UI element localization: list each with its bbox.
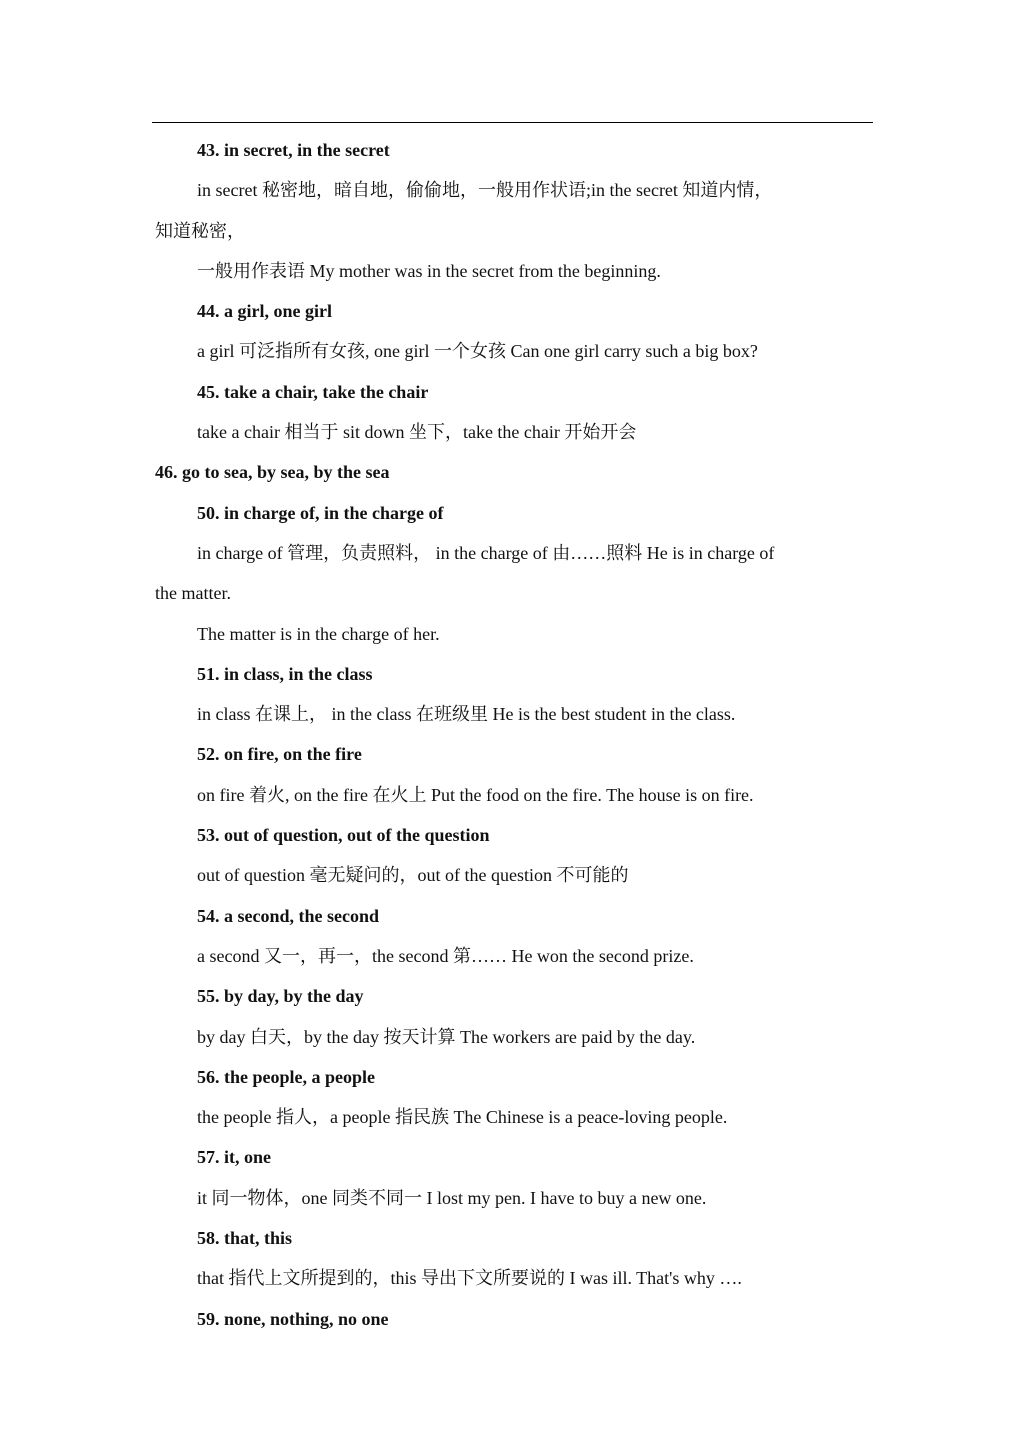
entry-text: 一般用作表语 My mother was in the secret from the beginning.	[197, 260, 661, 281]
entry-heading: 45. take a chair, take the chair	[197, 381, 429, 402]
entry-text: the people 指人，a people 指民族 The Chinese is a peace-loving people.	[197, 1107, 728, 1128]
entry-heading: 46. go to sea, by sea, by the sea	[155, 462, 390, 483]
entry-heading: 52. on fire, on the fire	[197, 744, 362, 765]
entry-heading: 50. in charge of, in the charge of	[197, 502, 444, 523]
entry-heading: 57. it, one	[197, 1147, 271, 1168]
entry-text: a second 又一，再一，the second 第…… He won the second prize.	[197, 945, 694, 966]
entry-heading: 58. that, this	[197, 1228, 293, 1249]
entry-text: in class 在课上， in the class 在班级里 He is the best student in the class.	[197, 704, 736, 725]
entry-heading: 51. in class, in the class	[197, 663, 373, 684]
entry-text: it 同一物体，one 同类不同一 I lost my pen. I have to buy a new one.	[197, 1187, 707, 1208]
entry-heading: 59. none, nothing, no one	[197, 1308, 389, 1329]
entry-text: The matter is in the charge of her.	[197, 623, 440, 644]
header-rule	[152, 122, 873, 123]
entry-heading: 54. a second, the second	[197, 905, 380, 926]
entry-text: on fire 着火, on the fire 在火上 Put the food on the fire. The house is on fire.	[197, 784, 754, 805]
entry-heading: 43. in secret, in the secret	[197, 140, 390, 160]
entry-heading: 53. out of question, out of the question	[197, 825, 490, 846]
entry-heading: 56. the people, a people	[197, 1066, 375, 1087]
entry-text: out of question 毫无疑问的，out of the question 不可能的	[197, 865, 629, 886]
entry-text: that 指代上文所提到的，this 导出下文所要说的 I was ill. That's why ….	[197, 1268, 742, 1289]
entry-text: the matter.	[155, 583, 231, 604]
entry-text: in charge of 管理，负责照料， in the charge of 由……照料 He is in charge of	[197, 542, 775, 563]
entry-text: take a chair 相当于 sit down 坐下，take the chair 开始开会	[197, 422, 637, 443]
entry-text: 知道秘密，	[155, 220, 245, 241]
document-body	[155, 130, 873, 1339]
entry-heading: 44. a girl, one girl	[197, 301, 332, 322]
entry-text: in secret 秘密地，暗自地，偷偷地，一般用作状语;in the secret 知道内情，	[197, 180, 773, 201]
entry-heading: 55. by day, by the day	[197, 986, 364, 1007]
entry-text: by day 白天，by the day 按天计算 The workers are paid by the day.	[197, 1026, 696, 1047]
entry-text: a girl 可泛指所有女孩, one girl 一个女孩 Can one girl carry such a big box?	[197, 341, 758, 362]
